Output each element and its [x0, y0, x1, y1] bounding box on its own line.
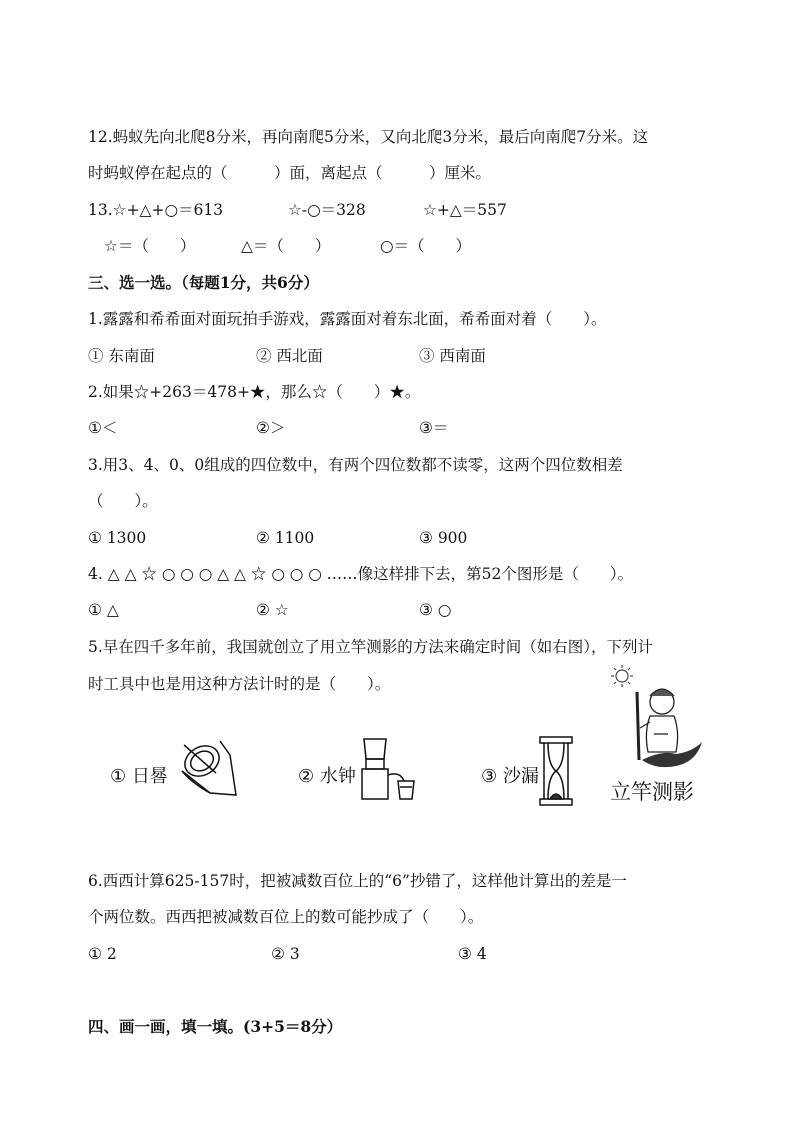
c3-option-3: ③ 900: [419, 529, 468, 547]
person-icon: [640, 689, 678, 752]
c1-question: 1.露露和希希面对面玩拍手游戏，露露面对着东北面，希希面对着（ ）。: [88, 310, 607, 328]
q13-answer-triangle: △＝（ ）: [241, 237, 331, 255]
c3-option-2: ② 1100: [256, 529, 315, 547]
section3-title: 三、选一选。（每题1分，共6分）: [88, 273, 319, 292]
q13-eq2: ☆-○＝328: [288, 201, 366, 219]
c6-option-1: ① 2: [88, 945, 117, 963]
c2-option-2: ②＞: [256, 419, 286, 437]
c4-option-1: ① △: [88, 601, 119, 619]
c6-question-line1: 6.西西计算625-157时，把被减数百位上的“6”抄错了，这样他计算出的差是一: [88, 872, 627, 890]
picture-label-hourglass: ③ 沙漏: [481, 766, 539, 787]
c4-option-3: ③ ○: [419, 601, 452, 619]
c5-question-line1: 5.早在四千多年前，我国就创立了用立竿测影的方法来确定时间（如右图），下列计: [88, 638, 654, 656]
section4-title: 四、画一画，填一填。(3+5＝8分）: [88, 1017, 343, 1036]
c1-option-2: ② 西北面: [256, 347, 323, 365]
sun-icon: [611, 665, 633, 687]
q13-answer-circle: ○＝（ ）: [380, 237, 472, 255]
q12-line2: 时蚂蚁停在起点的（ ）面，离起点（ ）厘米。: [88, 164, 492, 182]
q13-answer-star: ☆＝（ ）: [104, 237, 196, 255]
q13-eq3: ☆+△＝557: [423, 201, 507, 219]
c5-question-line2: 时工具中也是用这种方法计时的是（ ）。: [88, 675, 391, 693]
q13-eq1: 13.☆+△+○＝613: [88, 201, 224, 219]
c2-question: 2.如果☆+263＝478+★，那么☆（ ）★。: [88, 383, 421, 401]
water-clock-icon: [356, 735, 426, 803]
sundial-icon: [172, 735, 242, 803]
picture-label-sundial: ① 日晷: [110, 766, 168, 787]
c4-question: 4. △ △ ☆ ○ ○ ○ △ △ ☆ ○ ○ ○ ……像这样排下去，第52个图形是（ ）。: [88, 565, 634, 583]
c6-option-3: ③ 4: [458, 945, 487, 963]
pole-shadow-label: 立竿测影: [610, 780, 694, 804]
q12-line1: 12.蚂蚁先向北爬8分米，再向南爬5分米，又向北爬3分米，最后向南爬7分米。这: [88, 128, 649, 146]
c6-question-line2: 个两位数。西西把被减数百位上的数可能抄成了（ ）。: [88, 908, 484, 926]
pole: [637, 692, 639, 760]
c1-option-3: ③ 西南面: [419, 347, 486, 365]
c3-question-line1: 3.用3、4、0、0组成的四位数中，有两个四位数都不读零，这两个四位数相差: [88, 456, 623, 474]
hourglass-icon: [538, 735, 574, 807]
c4-option-2: ② ☆: [256, 601, 289, 619]
c2-option-1: ①＜: [88, 419, 118, 437]
c2-option-3: ③＝: [419, 419, 449, 437]
picture-label-water-clock: ② 水钟: [298, 766, 356, 787]
c1-option-1: ① 东南面: [88, 347, 155, 365]
c3-option-1: ① 1300: [88, 529, 147, 547]
c3-question-line2: （ ）。: [88, 492, 158, 510]
c6-option-2: ② 3: [271, 945, 300, 963]
pole-shadow-illustration: [606, 662, 706, 774]
